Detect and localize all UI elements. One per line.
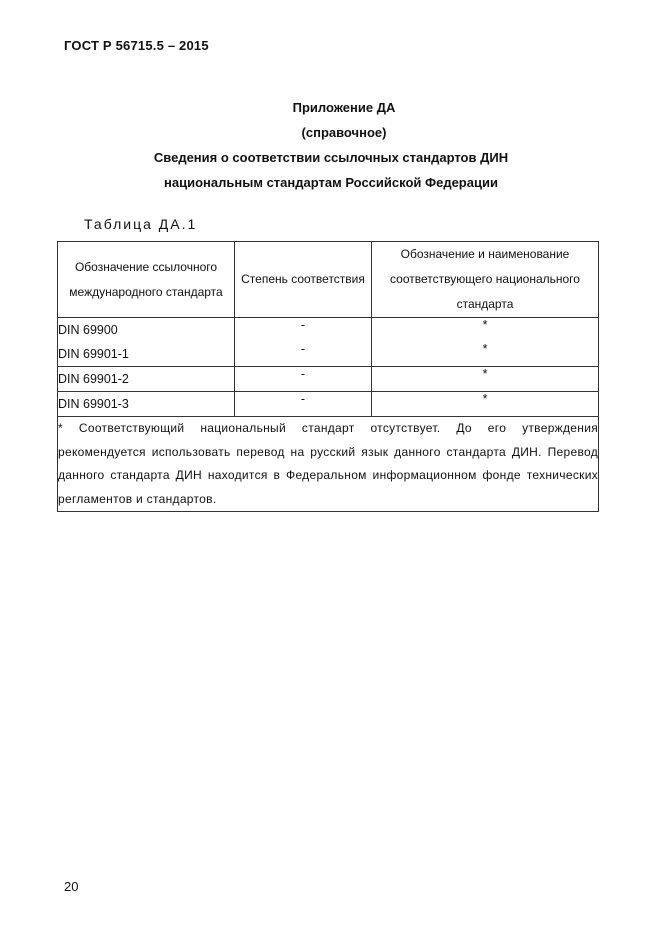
table-row	[58, 342, 599, 367]
appendix-title-line2: (справочное)	[301, 125, 387, 140]
table-row	[58, 367, 599, 392]
header-degree: Степень соответствия	[235, 242, 372, 318]
standards-correspondence-table	[57, 241, 599, 512]
table-footnote: * Соответствующий национальный стандарт отсутствует. До его утверждения рекомендуется использовать перевод на русский язык данного стандарта ДИН. Перевод данного стандарта ДИН находится в Федеральном информационном фонде технических регламентов и стандартов.	[58, 417, 599, 512]
table-caption: Таблица ДА.1	[84, 216, 198, 232]
row-standard-name: DIN 69901-2	[58, 367, 235, 392]
appendix-title-line3: Сведения о соответствии ссылочных стандартов ДИН	[153, 150, 509, 165]
table-row	[58, 392, 599, 417]
row-standard-name: DIN 69900	[58, 318, 235, 343]
appendix-title	[0, 95, 662, 195]
table-header-row	[58, 242, 599, 318]
row-equivalent: *	[372, 318, 599, 343]
appendix-title-line1: Приложение ДА	[292, 100, 396, 115]
header-reference-standard: Обозначение ссылочного международного стандарта	[58, 242, 235, 318]
row-equivalent: *	[372, 367, 599, 392]
header-national-standard: Обозначение и наименование соответствующего национального стандарта	[372, 242, 599, 318]
footnote-row	[58, 417, 599, 512]
row-degree: -	[235, 367, 372, 392]
row-equivalent: *	[372, 392, 599, 417]
row-equivalent: *	[372, 342, 599, 367]
row-degree: -	[235, 342, 372, 367]
document-code: ГОСТ Р 56715.5 – 2015	[64, 38, 209, 53]
row-standard-name: DIN 69901-3	[58, 392, 235, 417]
table-row	[58, 318, 599, 343]
page-number: 20	[64, 879, 79, 894]
row-standard-name: DIN 69901-1	[58, 342, 235, 367]
appendix-title-line4: национальным стандартам Российской Федерации	[164, 175, 498, 190]
row-degree: -	[235, 318, 372, 343]
row-degree: -	[235, 392, 372, 417]
